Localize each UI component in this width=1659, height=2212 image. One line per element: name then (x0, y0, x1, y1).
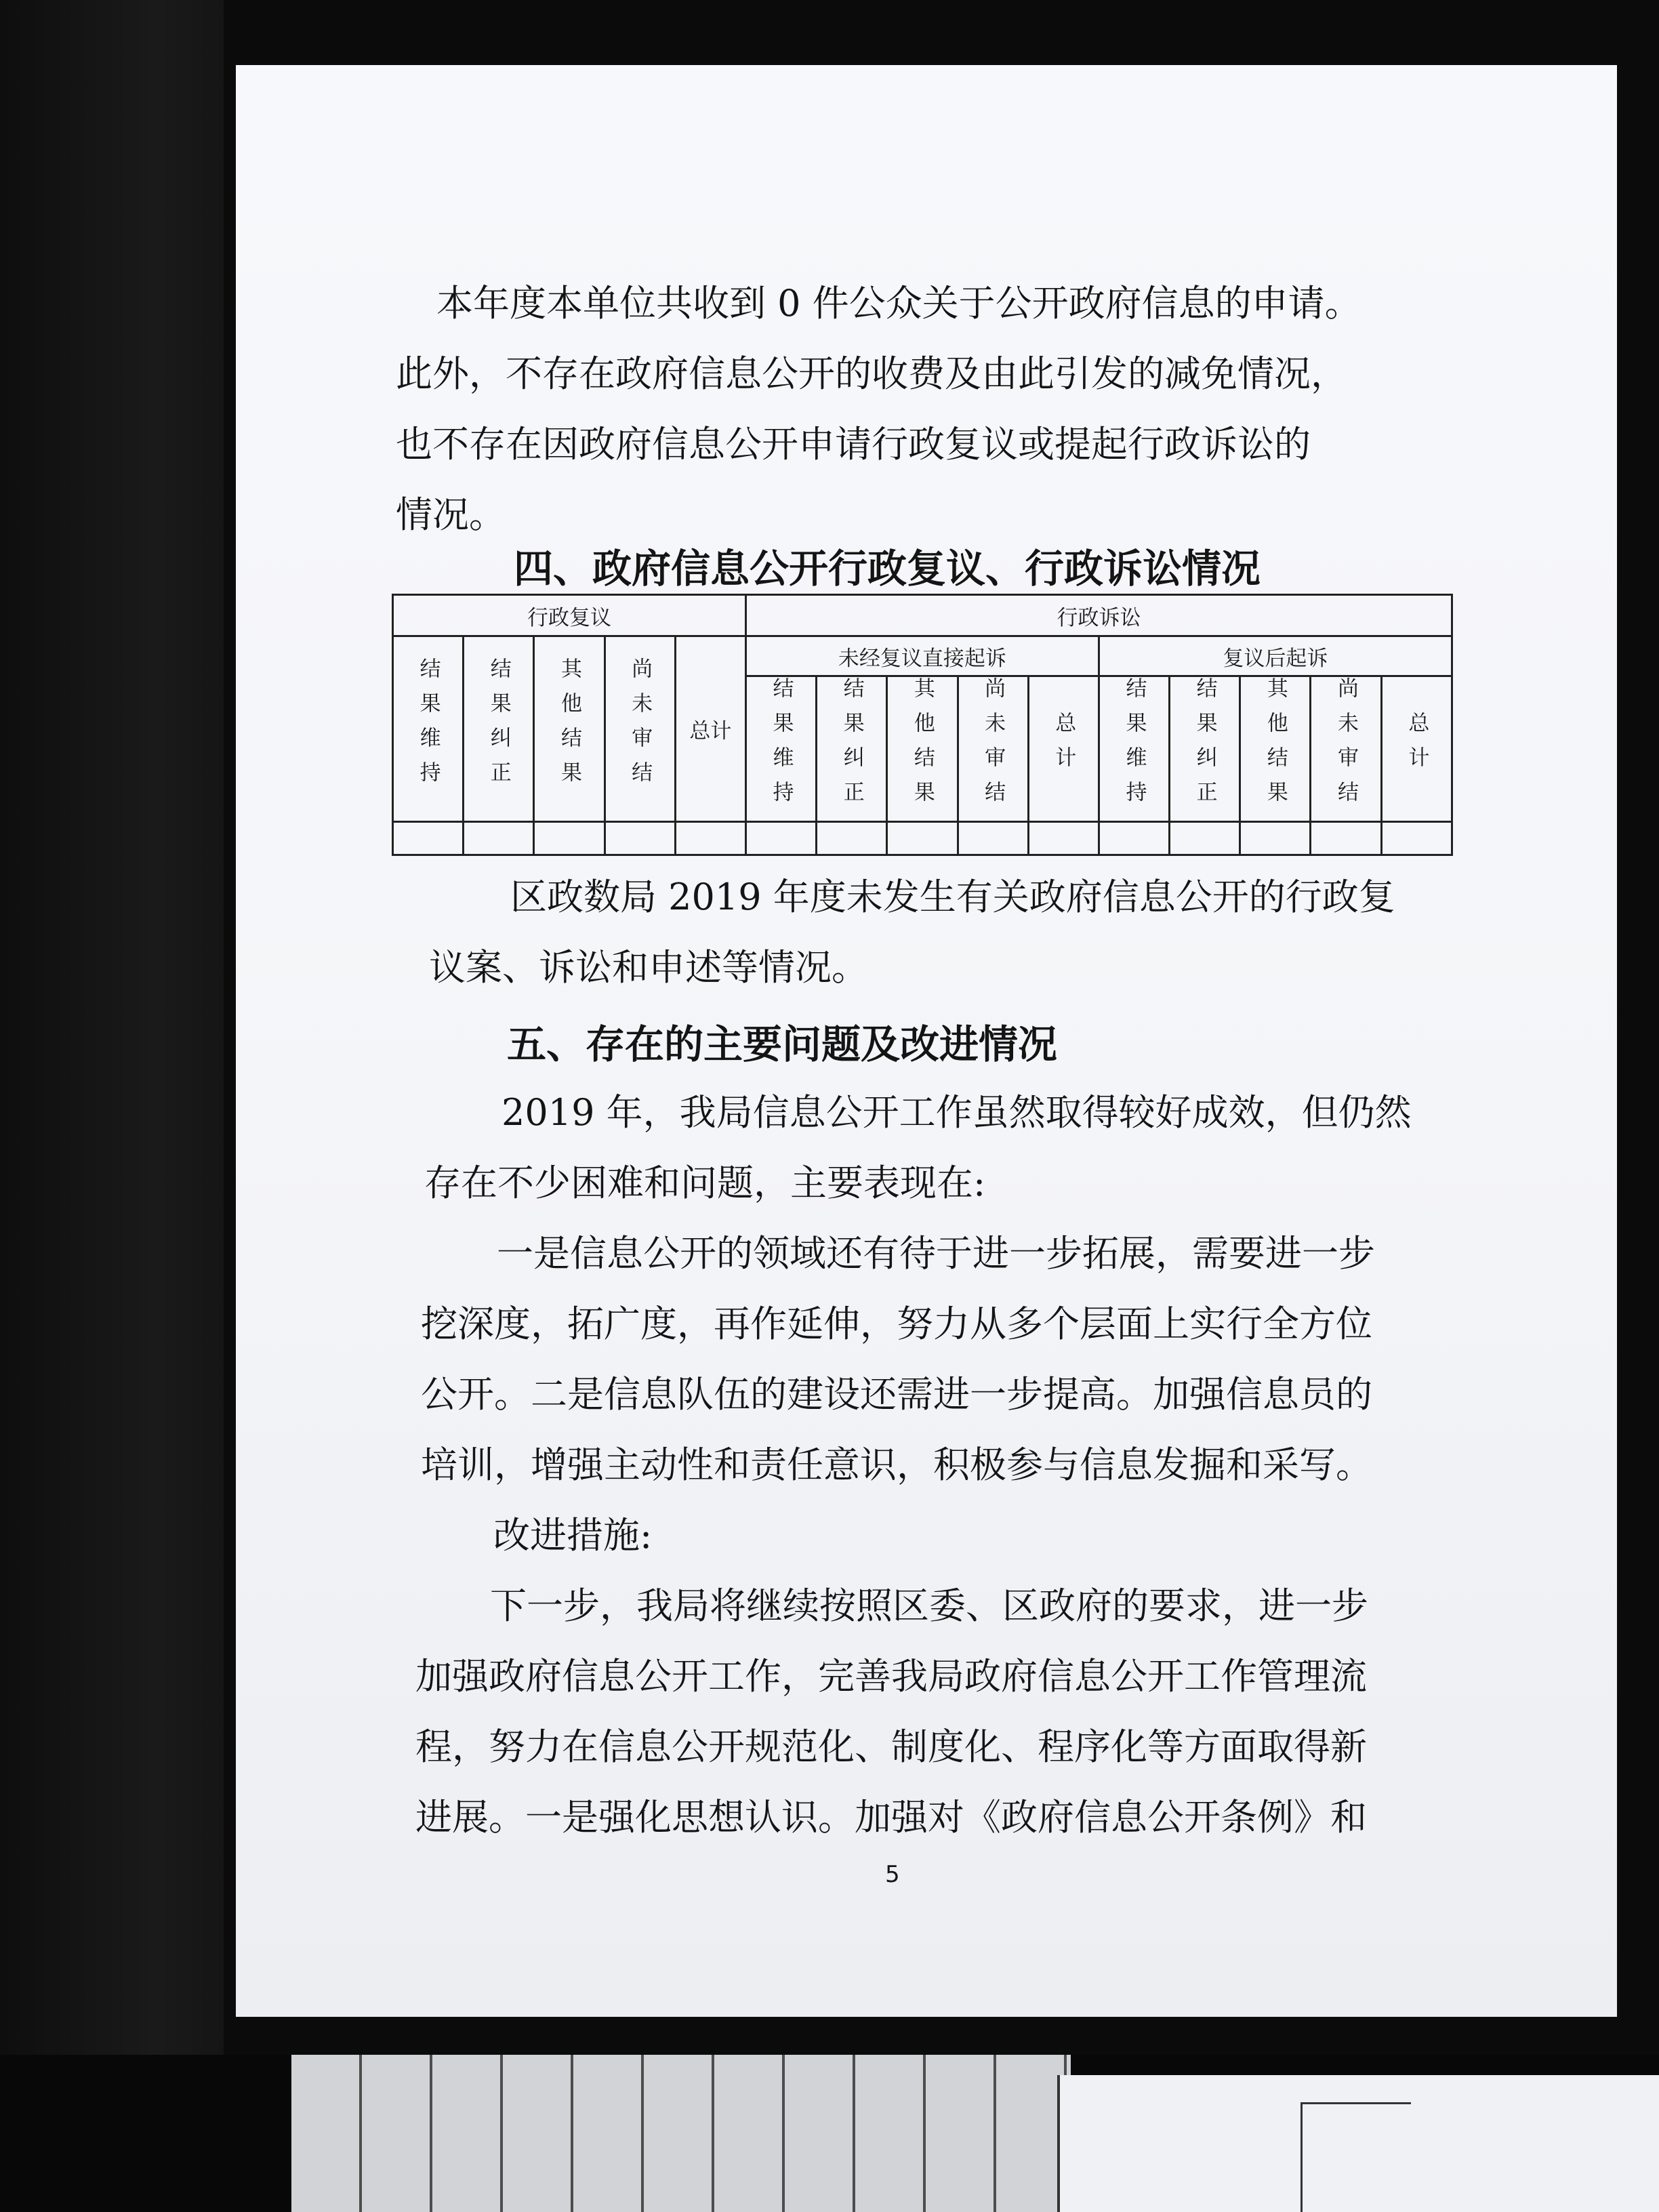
col-other: 其他结果 (887, 676, 958, 822)
table-cell (1028, 822, 1099, 855)
table-cell (1170, 822, 1240, 855)
dark-background (0, 0, 224, 2212)
header-after-review: 复议后起诉 (1099, 636, 1452, 676)
col-other: 其他结果 (534, 636, 605, 822)
header-litigation: 行政诉讼 (745, 595, 1452, 636)
table-cell (464, 822, 534, 855)
page-number: 5 (885, 1861, 900, 1888)
col-corrected: 结果纠正 (464, 636, 534, 822)
section-heading-4: 四、政府信息公开行政复议、行政诉讼情况 (514, 546, 1261, 592)
header-reconsideration: 行政复议 (393, 595, 746, 636)
text-line: 挖深度，拓广度，再作延伸，努力从多个层面上实行全方位 (421, 1303, 1372, 1345)
col-pending: 尚未审结 (958, 676, 1028, 822)
col-upheld: 结果维持 (1099, 676, 1169, 822)
paragraph-next-steps (415, 1571, 1368, 1853)
col-upheld: 结果维持 (745, 676, 816, 822)
text-line: 改进措施: (493, 1514, 653, 1557)
col-corrected: 结果纠正 (1170, 676, 1240, 822)
text-line: 存在不少困难和问题，主要表现在: (424, 1162, 986, 1204)
table-cell (1300, 2102, 1411, 2212)
header-direct-suit: 未经复议直接起诉 (745, 636, 1099, 676)
col-upheld: 结果维持 (393, 636, 464, 822)
table-cell (1311, 822, 1381, 855)
col-corrected: 结果纠正 (817, 676, 887, 822)
table-cell (958, 822, 1028, 855)
text-line: 2019 年，我局信息公开工作虽然取得较好成效，但仍然 (501, 1091, 1412, 1134)
paragraph-no-cases (429, 862, 1395, 1003)
table-cell (534, 822, 605, 855)
text-line: 此外，不存在政府信息公开的收费及由此引发的减免情况， (396, 352, 1347, 395)
col-total: 总计 (1381, 676, 1452, 822)
table-cell (817, 822, 887, 855)
text-line: 议案、诉讼和申述等情况。 (429, 946, 868, 989)
bottom-background (0, 2055, 1659, 2212)
paragraph-measures-label (493, 1500, 652, 1571)
paragraph-applications (396, 268, 1361, 550)
col-pending: 尚未审结 (605, 636, 675, 822)
paragraph-problems (421, 1218, 1375, 1500)
table-cell (745, 822, 816, 855)
text-line: 加强政府信息公开工作，完善我局政府信息公开工作管理流 (415, 1655, 1367, 1698)
col-pending: 尚未审结 (1311, 676, 1381, 822)
text-line: 进展。一是强化思想认识。加强对《政府信息公开条例》和 (415, 1796, 1367, 1839)
text-line: 情况。 (396, 493, 506, 536)
table-cell (1240, 822, 1311, 855)
text-line: 区政数局 2019 年度未发生有关政府信息公开的行政复 (510, 876, 1395, 918)
text-line: 也不存在因政府信息公开申请行政复议或提起行政诉讼的 (396, 423, 1311, 466)
paragraph-problems-intro (424, 1078, 1412, 1218)
table-cell (1099, 822, 1169, 855)
col-total: 总计 (1028, 676, 1099, 822)
table-cell (1381, 822, 1452, 855)
document-page (236, 65, 1617, 2017)
col-total: 总计 (675, 636, 745, 822)
text-line: 程，努力在信息公开规范化、制度化、程序化等方面取得新 (415, 1725, 1367, 1768)
section-heading-5: 五、存在的主要问题及改进情况 (507, 1021, 1058, 1067)
col-other: 其他结果 (1240, 676, 1311, 822)
table-cell (887, 822, 958, 855)
text-line: 一是信息公开的领域还有待于进一步拓展，需要进一步 (497, 1232, 1375, 1275)
review-litigation-table (392, 594, 1453, 856)
text-line: 本年度本单位共收到 0 件公众关于公开政府信息的申请。 (436, 282, 1361, 325)
table-cell (605, 822, 675, 855)
text-line: 下一步，我局将继续按照区委、区政府的要求，进一步 (490, 1584, 1368, 1627)
table-cell (393, 822, 464, 855)
underlying-page (291, 2055, 1071, 2212)
table-row (393, 822, 1452, 855)
table-cell (675, 822, 745, 855)
underlying-document (1057, 2075, 1659, 2212)
text-line: 公开。二是信息队伍的建设还需进一步提高。加强信息员的 (421, 1373, 1372, 1416)
text-line: 培训，增强主动性和责任意识，积极参与信息发掘和采写。 (421, 1443, 1372, 1486)
